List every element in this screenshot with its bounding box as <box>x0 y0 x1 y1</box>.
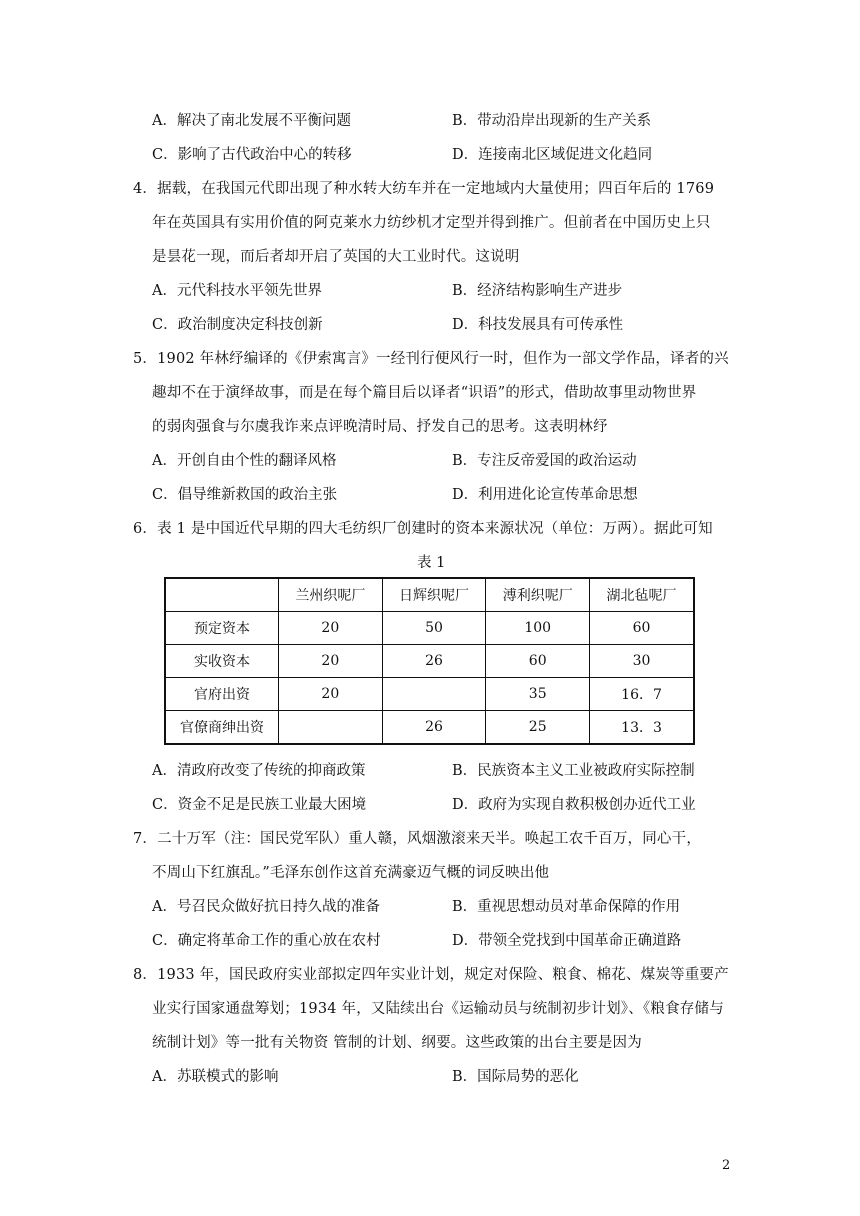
table-cell <box>279 711 383 745</box>
table-header-cell: 日辉织呢厂 <box>382 578 486 612</box>
q5-option-b: B．专注反帝爱国的政治运动 <box>452 453 637 469</box>
q4-option-b: B．经济结构影响生产进步 <box>452 283 623 299</box>
q5-option-c: C．倡导维新救国的政治主张 <box>152 487 338 503</box>
table-row <box>165 645 694 678</box>
q3-option-d: D．连接南北区域促进文化趋同 <box>452 147 653 163</box>
table-cell: 预定资本 <box>165 612 279 645</box>
table-cell: 100 <box>486 612 590 645</box>
table-cell: 50 <box>382 612 486 645</box>
q6-stem-line-1: 6．表 1 是中国近代早期的四大毛纺织厂创建时的资本来源状况（单位：万两）。据此可知 <box>133 521 713 537</box>
table-cell: 13．3 <box>590 711 694 745</box>
q8-option-a: A．苏联模式的影响 <box>152 1069 279 1085</box>
table-cell: 60 <box>486 645 590 678</box>
table-caption: 表 1 <box>417 555 446 571</box>
q6-option-c: C．资金不足是民族工业最大困境 <box>152 797 367 813</box>
q5-stem-line-3: 的弱肉强食与尔虞我诈来点评晚清时局、抒发自己的思考。这表明林纾 <box>152 419 608 435</box>
q4-option-a: A．元代科技水平领先世界 <box>152 283 322 299</box>
q4-option-c: C．政治制度决定科技创新 <box>152 317 323 333</box>
q4-stem-line-1: 4．据载，在我国元代即出现了种水转大纺车并在一定地域内大量使用；四百年后的 1769 <box>133 181 715 197</box>
table-cell: 30 <box>590 645 694 678</box>
table-cell: 20 <box>279 678 383 711</box>
table-cell: 20 <box>279 612 383 645</box>
table-header-cell: 溥利织呢厂 <box>486 578 590 612</box>
q5-stem-line-1: 5．1902 年林纾编译的《伊索寓言》一经刊行便风行一时，但作为一部文学作品，译者的兴 <box>133 351 729 367</box>
q7-option-c: C．确定将革命工作的重心放在农村 <box>152 933 381 949</box>
table-cell: 26 <box>382 645 486 678</box>
table-cell: 26 <box>382 711 486 745</box>
q3-option-b: B．带动沿岸出现新的生产关系 <box>452 113 652 129</box>
table-row <box>165 612 694 645</box>
q5-option-d: D．利用进化论宣传革命思想 <box>452 487 638 503</box>
q6-option-a: A．清政府改变了传统的抑商政策 <box>152 763 366 779</box>
q5-stem-line-2: 趣却不在于演绎故事，而是在每个篇目后以译者“识语”的形式，借助故事里动物世界 <box>152 385 697 401</box>
q7-stem-line-1: 7．二十万军（注：国民党军队）重人赣，风烟激滚来天半。唤起工农千百万，同心干， <box>133 831 702 847</box>
q4-stem-line-2: 年在英国具有实用价值的阿克莱水力纺纱机才定型并得到推广。但前者在中国历史上只 <box>152 215 711 231</box>
q7-stem-line-2: 不周山下红旗乱。”毛泽东创作这首充满豪迈气概的词反映出他 <box>152 865 550 881</box>
table-header-cell: 湖北毡呢厂 <box>590 578 694 612</box>
table-cell: 35 <box>486 678 590 711</box>
table-cell: 25 <box>486 711 590 745</box>
table-cell <box>382 678 486 711</box>
q7-option-b: B．重视思想动员对革命保障的作用 <box>452 899 681 915</box>
q3-option-a: A．解决了南北发展不平衡问题 <box>152 113 351 129</box>
q4-stem-line-3: 是昙花一现，而后者却开启了英国的大工业时代。这说明 <box>152 249 520 265</box>
table-cell: 20 <box>279 645 383 678</box>
q8-stem-line-2: 业实行国家通盘筹划；1934 年，又陆续出台《运输动员与统制初步计划》、《粮食存储与 <box>152 1001 724 1017</box>
page-number: 2 <box>722 1158 731 1173</box>
table-row <box>165 678 694 711</box>
q3-option-c: C．影响了古代政治中心的转移 <box>152 147 352 163</box>
q8-option-b: B．国际局势的恶化 <box>452 1069 579 1085</box>
table-row <box>165 711 694 745</box>
q8-stem-line-1: 8．1933 年，国民政府实业部拟定四年实业计划，规定对保险、粮食、棉花、煤炭等重要产 <box>133 967 729 983</box>
q7-option-d: D．带领全党找到中国革命正确道路 <box>452 933 682 949</box>
q4-option-d: D．科技发展具有可传承性 <box>452 317 624 333</box>
table-cell: 实收资本 <box>165 645 279 678</box>
q6-option-d: D．政府为实现自救积极创办近代工业 <box>452 797 696 813</box>
table-cell: 官府出资 <box>165 678 279 711</box>
capital-source-table <box>164 577 695 745</box>
q8-stem-line-3: 统制计划》等一批有关物资 管制的计划、纲要。这些政策的出台主要是因为 <box>152 1035 642 1051</box>
table-cell: 16．7 <box>590 678 694 711</box>
q7-option-a: A．号召民众做好抗日持久战的准备 <box>152 899 380 915</box>
q6-option-b: B．民族资本主义工业被政府实际控制 <box>452 763 695 779</box>
q5-option-a: A．开创自由个性的翻译风格 <box>152 453 337 469</box>
table-cell: 60 <box>590 612 694 645</box>
table-header-cell <box>165 578 279 612</box>
table-header-cell: 兰州织呢厂 <box>279 578 383 612</box>
table-header-row <box>165 578 694 612</box>
table-cell: 官僚商绅出资 <box>165 711 279 745</box>
